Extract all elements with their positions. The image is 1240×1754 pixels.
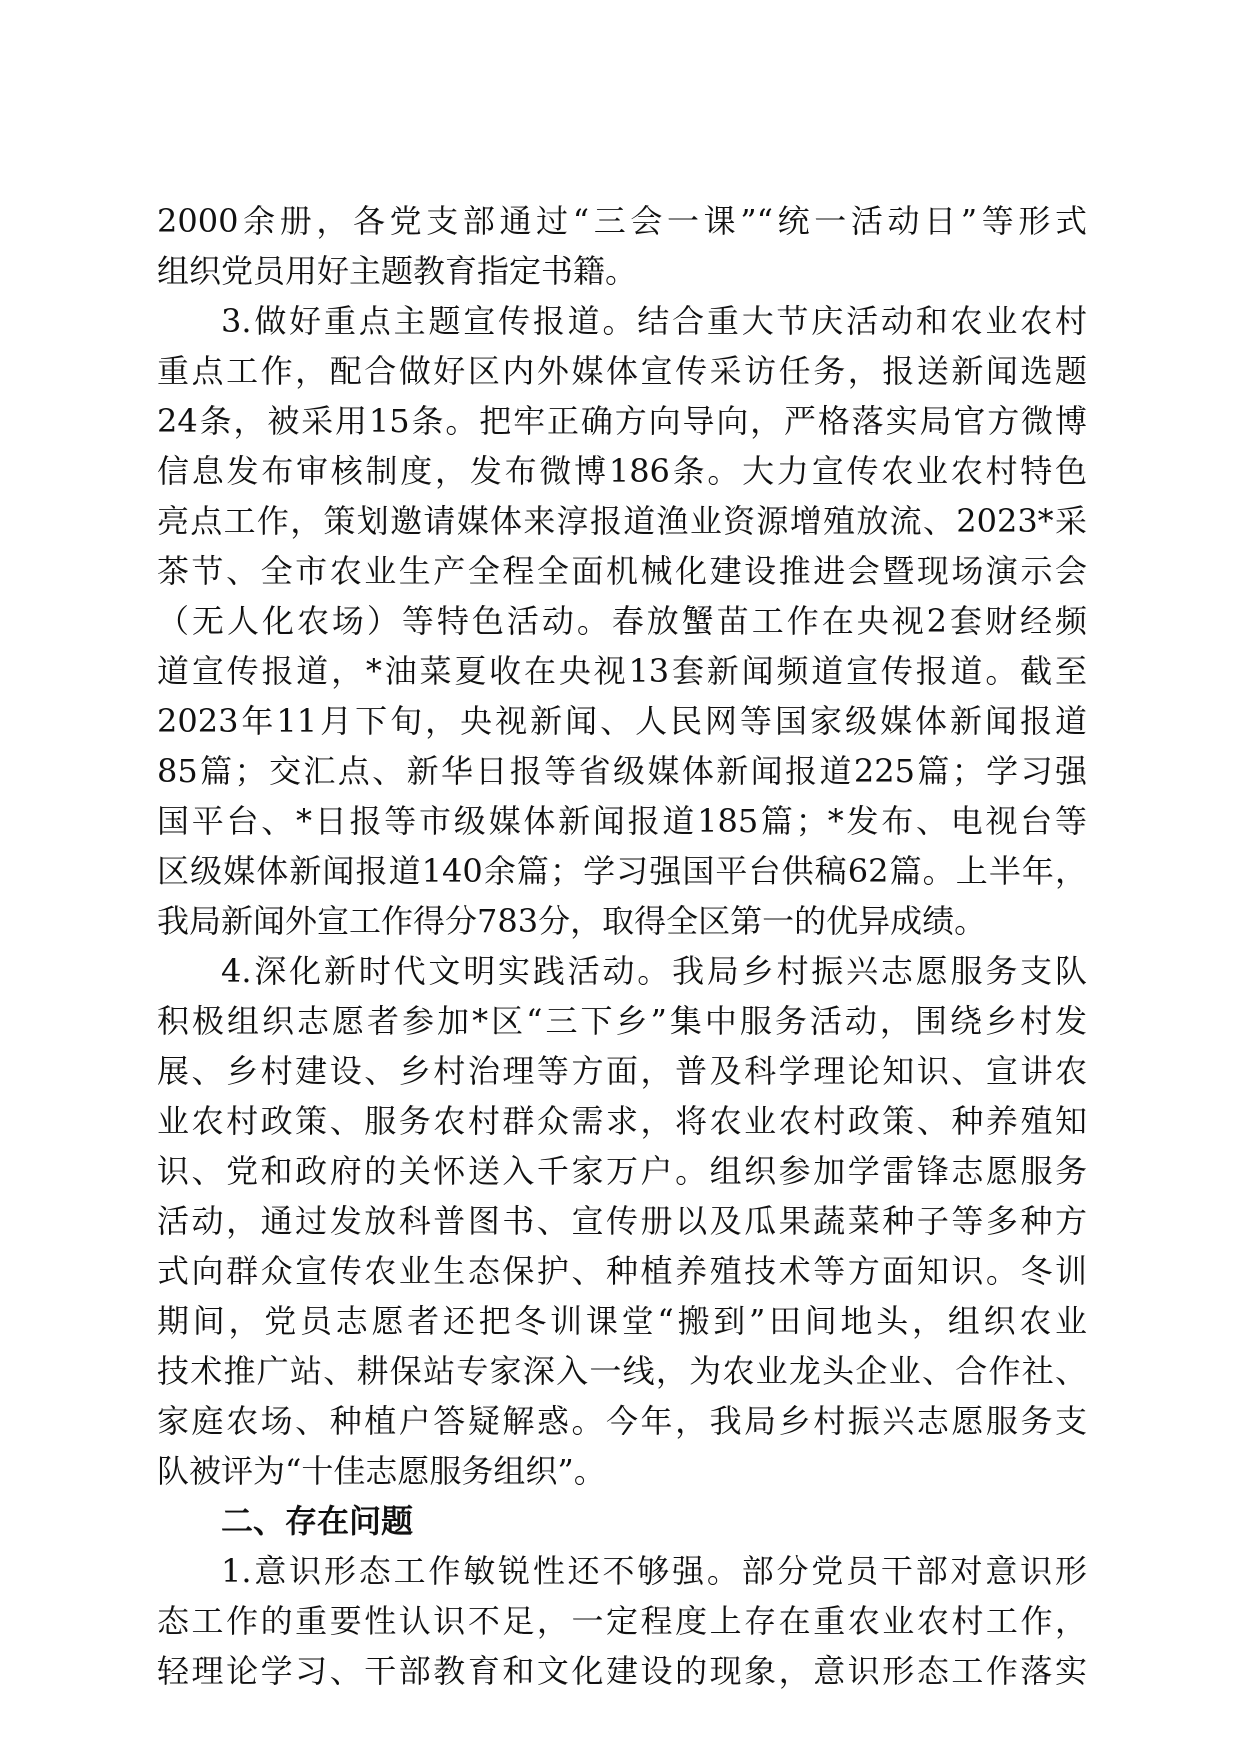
body-line: 亮点工作，策划邀请媒体来淳报道渔业资源增殖放流、2023*采 [157,502,1087,540]
body-line: 重点工作，配合做好区内外媒体宣传采访任务，报送新闻选题 [157,352,1087,390]
body-line: 组织党员用好主题教育指定书籍。 [157,252,638,290]
body-line: 活动，通过发放科普图书、宣传册以及瓜果蔬菜种子等多种方 [157,1202,1087,1240]
body-line: 2023年11月下旬，央视新闻、人民网等国家级媒体新闻报道 [157,702,1087,740]
body-line: 2000余册，各党支部通过“三会一课”“统一活动日”等形式 [157,202,1087,240]
body-line: 85篇；交汇点、新华日报等省级媒体新闻报道225篇；学习强 [157,752,1087,790]
body-line: 式向群众宣传农业生态保护、种植养殖技术等方面知识。冬训 [157,1252,1087,1290]
section-heading: 二、存在问题 [221,1502,414,1540]
body-line: 积极组织志愿者参加*区“三下乡”集中服务活动，围绕乡村发 [157,1002,1087,1040]
paragraph-start-line: 1.意识形态工作敏锐性还不够强。部分党员干部对意识形 [221,1552,1087,1590]
body-line: 24条，被采用15条。把牢正确方向导向，严格落实局官方微博 [157,402,1087,440]
body-line: 业农村政策、服务农村群众需求，将农业农村政策、种养殖知 [157,1102,1087,1140]
body-line: 期间，党员志愿者还把冬训课堂“搬到”田间地头，组织农业 [157,1302,1087,1340]
body-line: 轻理论学习、干部教育和文化建设的现象，意识形态工作落实 [157,1652,1087,1690]
body-line: 家庭农场、种植户答疑解惑。今年，我局乡村振兴志愿服务支 [157,1402,1087,1440]
body-line: 茶节、全市农业生产全程全面机械化建设推进会暨现场演示会 [157,552,1087,590]
body-line: 展、乡村建设、乡村治理等方面，普及科学理论知识、宣讲农 [157,1052,1087,1090]
body-line: 信息发布审核制度，发布微博186条。大力宣传农业农村特色 [157,452,1087,490]
body-line: 队被评为“十佳志愿服务组织”。 [157,1452,606,1490]
body-line: （无人化农场）等特色活动。春放蟹苗工作在央视2套财经频 [157,602,1087,640]
paragraph-start-line: 4.深化新时代文明实践活动。我局乡村振兴志愿服务支队 [221,952,1087,990]
body-line: 区级媒体新闻报道140余篇；学习强国平台供稿62篇。上半年， [157,852,1087,890]
paragraph-start-line: 3.做好重点主题宣传报道。结合重大节庆活动和农业农村 [221,302,1087,340]
body-line: 国平台、*日报等市级媒体新闻报道185篇；*发布、电视台等 [157,802,1087,840]
document-body [157,196,1087,1696]
body-line: 我局新闻外宣工作得分783分，取得全区第一的优异成绩。 [157,902,987,940]
body-line: 道宣传报道，*油菜夏收在央视13套新闻频道宣传报道。截至 [157,652,1087,690]
body-line: 态工作的重要性认识不足，一定程度上存在重农业农村工作， [157,1602,1087,1640]
body-line: 识、党和政府的关怀送入千家万户。组织参加学雷锋志愿服务 [157,1152,1087,1190]
body-line: 技术推广站、耕保站专家深入一线，为农业龙头企业、合作社、 [157,1352,1087,1390]
